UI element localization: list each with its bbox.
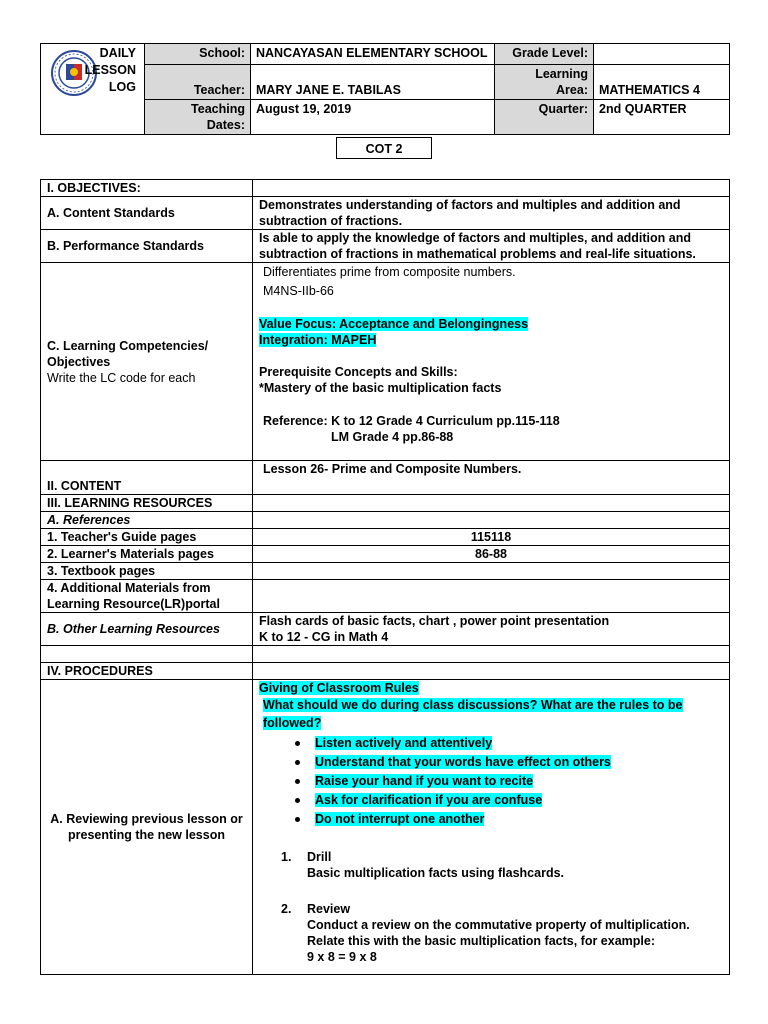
prereq-text: *Mastery of the basic multiplication facts	[259, 381, 502, 395]
performance-standards-value: Is able to apply the knowledge of factors and multiples, and addition and subtraction of fractions in mathematical problems and real-life situations.	[253, 230, 730, 263]
dll-title: DAILY LESSON LOG	[84, 46, 136, 94]
rules-question-1: What should we do during class discussions? What are the rules to be	[263, 698, 683, 712]
integration: Integration: MAPEH	[259, 333, 377, 347]
procedures-heading-empty	[253, 663, 730, 680]
content-standards-label: A. Content Standards	[41, 197, 253, 230]
additional-materials-value	[253, 580, 730, 613]
performance-standards-label: B. Performance Standards	[41, 230, 253, 263]
school-label: School:	[145, 44, 251, 65]
references-label: A. References	[41, 512, 253, 529]
review-item: 2. Review Conduct a review on the commutative property of multiplication. Relate this with the basic multiplication facts, for example: 9 x 8 = 9 x 8	[281, 902, 690, 964]
spacer-row-right	[253, 646, 730, 663]
reviewing-lesson-value	[253, 680, 730, 975]
additional-materials-label: 4. Additional Materials from Learning Resource(LR)portal	[41, 580, 253, 613]
teacher-value: MARY JANE E. TABILAS	[251, 65, 495, 100]
learners-materials-value: 86-88	[253, 546, 730, 563]
learning-competencies-value	[253, 263, 730, 461]
school-value: NANCAYASAN ELEMENTARY SCHOOL	[251, 44, 495, 65]
list-item: Listen actively and attentively	[259, 735, 723, 751]
lc-text: Differentiates prime from composite numbers.	[263, 265, 516, 279]
prereq-heading: Prerequisite Concepts and Skills:	[259, 365, 458, 379]
value-focus: Value Focus: Acceptance and Belongingness	[259, 317, 529, 331]
header-table	[40, 43, 730, 135]
objectives-heading: I. OBJECTIVES:	[41, 180, 253, 197]
resources-heading-empty	[253, 495, 730, 512]
teaching-dates-value: August 19, 2019	[251, 100, 495, 135]
references-empty	[253, 512, 730, 529]
learning-area-label: Learning Area:	[495, 65, 594, 100]
learners-materials-label: 2. Learner's Materials pages	[41, 546, 253, 563]
learning-area-value: MATHEMATICS 4	[594, 65, 730, 100]
teachers-guide-value: 115118	[253, 529, 730, 546]
quarter-value: 2nd QUARTER	[594, 100, 730, 135]
lesson-table	[40, 179, 730, 975]
rules-heading: Giving of Classroom Rules	[259, 681, 419, 695]
textbook-label: 3. Textbook pages	[41, 563, 253, 580]
logo-cell	[41, 44, 145, 135]
quarter-label: Quarter:	[495, 100, 594, 135]
grade-level-value	[594, 44, 730, 65]
list-item: Understand that your words have effect on others	[259, 754, 723, 770]
objectives-heading-empty	[253, 180, 730, 197]
procedures-heading: IV. PROCEDURES	[41, 663, 253, 680]
learning-competencies-label: C. Learning Competencies/ Objectives Write the LC code for each	[41, 263, 253, 461]
reference-1: Reference: K to 12 Grade 4 Curriculum pp.115-118	[263, 414, 560, 428]
textbook-value	[253, 563, 730, 580]
grade-level-label: Grade Level:	[495, 44, 594, 65]
drill-item: 1. Drill Basic multiplication facts using flashcards.	[281, 850, 565, 880]
other-resources-value: Flash cards of basic facts, chart , power point presentation K to 12 - CG in Math 4	[253, 613, 730, 646]
content-value: Lesson 26- Prime and Composite Numbers.	[253, 461, 730, 495]
other-resources-label: B. Other Learning Resources	[41, 613, 253, 646]
cot-box: COT 2	[336, 137, 432, 159]
reviewing-lesson-label: A. Reviewing previous lesson or presenting the new lesson	[41, 680, 253, 975]
lc-code: M4NS-IIb-66	[263, 284, 334, 298]
list-item: Raise your hand if you want to recite	[259, 773, 723, 789]
teachers-guide-label: 1. Teacher's Guide pages	[41, 529, 253, 546]
rules-list	[259, 735, 723, 827]
list-item: Do not interrupt one another	[259, 811, 723, 827]
content-standards-value: Demonstrates understanding of factors and multiples and addition and subtraction of fractions.	[253, 197, 730, 230]
teacher-label: Teacher:	[145, 65, 251, 100]
resources-heading: III. LEARNING RESOURCES	[41, 495, 253, 512]
reference-2: LM Grade 4 pp.86-88	[331, 430, 454, 444]
content-label: II. CONTENT	[41, 461, 253, 495]
rules-question-2: followed?	[263, 716, 322, 730]
spacer-row-left	[41, 646, 253, 663]
list-item: Ask for clarification if you are confuse	[259, 792, 723, 808]
teaching-dates-label: Teaching Dates:	[145, 100, 251, 135]
